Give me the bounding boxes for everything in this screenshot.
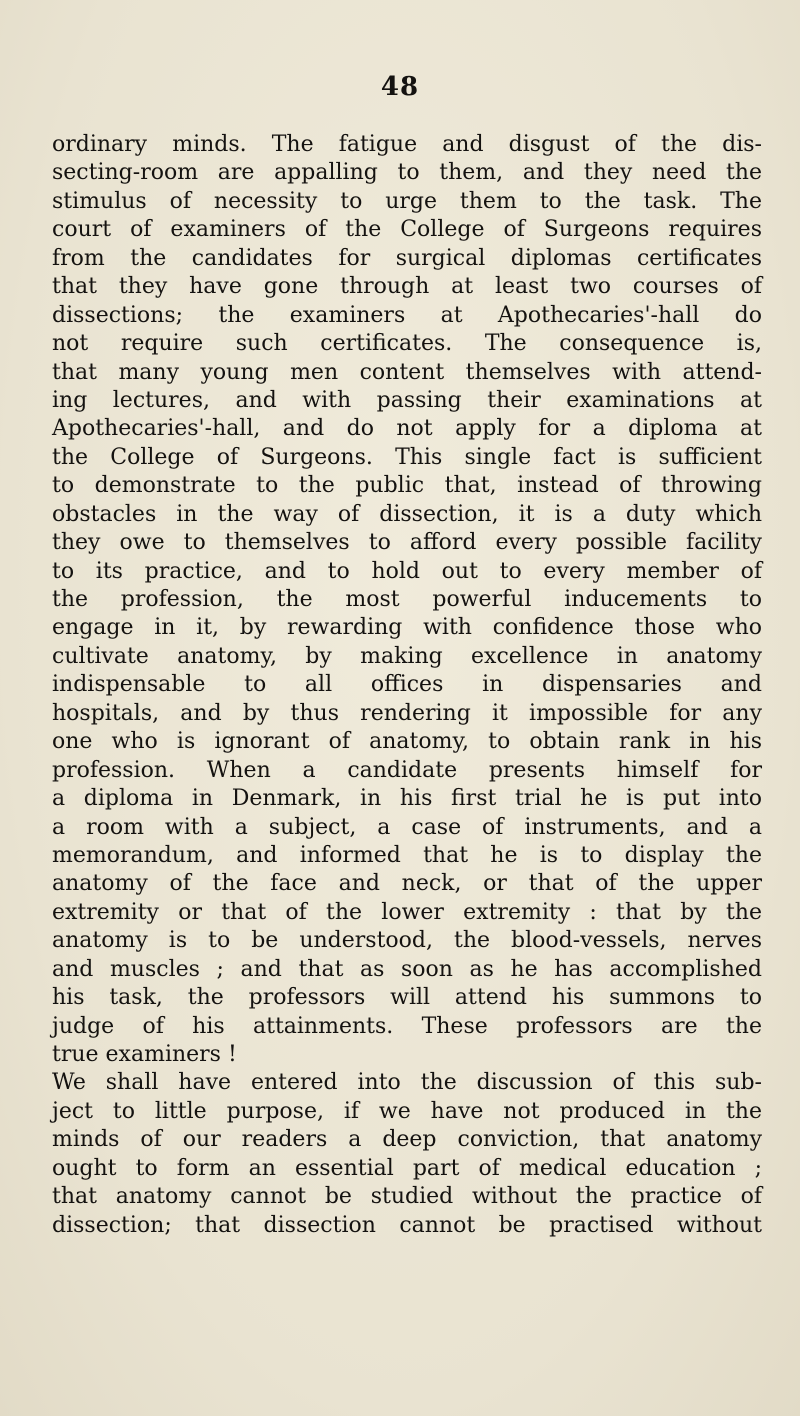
text-line: obstacles in the way of dissection, it is a duty which bbox=[52, 501, 762, 527]
text-line: stimulus of necessity to urge them to the task. The bbox=[52, 188, 762, 214]
text-line: ject to little purpose, if we have not produced in the bbox=[52, 1098, 762, 1124]
text-line: to demonstrate to the public that, instead of throwing bbox=[52, 473, 762, 499]
text-line: extremity or that of the lower extremity : that by the bbox=[52, 899, 762, 925]
text-line: ing lectures, and with passing their examinations at bbox=[52, 387, 762, 413]
text-line: his task, the professors will attend his summons to bbox=[52, 985, 762, 1011]
text-line: secting-room are appalling to them, and they need the bbox=[52, 160, 762, 186]
text-line: true examiners ! bbox=[52, 1042, 237, 1067]
text-line: hospitals, and by thus rendering it impossible for any bbox=[52, 700, 762, 726]
text-line: anatomy is to be understood, the blood-vessels, nerves bbox=[52, 928, 762, 954]
text-line: that anatomy cannot be studied without the practice of bbox=[52, 1184, 762, 1210]
text-line: from the candidates for surgical diplomas certificates bbox=[52, 245, 762, 271]
text-line: the profession, the most powerful inducements to bbox=[52, 587, 762, 612]
text-line: to its practice, and to hold out to every member of bbox=[52, 558, 762, 584]
page-number: 48 bbox=[380, 72, 420, 102]
text-line: and muscles ; and that as soon as he has accomplished bbox=[52, 956, 762, 982]
text-line: dissections; the examiners at Apothecaries'-hall do bbox=[52, 302, 762, 328]
text-line: engage in it, by rewarding with confidence those who bbox=[52, 615, 762, 641]
text-line: judge of his attainments. These professors are the bbox=[52, 1013, 762, 1039]
text-line: the College of Surgeons. This single fact is sufficient bbox=[52, 444, 762, 470]
text-line: ordinary minds. The fatigue and disgust of the dis- bbox=[52, 132, 762, 157]
text-line: dissection; that dissection cannot be practised without bbox=[52, 1212, 762, 1238]
text-line: a room with a subject, a case of instruments, and a bbox=[52, 814, 762, 840]
text-line: that many young men content themselves with attend- bbox=[52, 359, 762, 385]
text-line: cultivate anatomy, by making excellence in anatomy bbox=[52, 643, 762, 669]
text-line: that they have gone through at least two courses of bbox=[52, 274, 762, 300]
text-line: a diploma in Denmark, in his first trial he is put into bbox=[52, 786, 762, 812]
text-line: profession. When a candidate presents himself for bbox=[52, 757, 762, 783]
text-line: Apothecaries'-hall, and do not apply for a diploma at bbox=[52, 416, 762, 442]
text-line: court of examiners of the College of Surgeons requires bbox=[52, 217, 762, 243]
body-text bbox=[52, 131, 762, 1240]
text-line: one who is ignorant of anatomy, to obtain rank in his bbox=[52, 729, 762, 755]
text-line: memorandum, and informed that he is to display the bbox=[52, 842, 762, 868]
text-line: We shall have entered into the discussion of this sub- bbox=[52, 1070, 762, 1096]
text-line: anatomy of the face and neck, or that of the upper bbox=[52, 871, 762, 897]
text-line: minds of our readers a deep conviction, that anatomy bbox=[52, 1127, 762, 1153]
text-line: indispensable to all offices in dispensaries and bbox=[52, 672, 762, 698]
text-line: they owe to themselves to afford every possible facility bbox=[52, 530, 762, 556]
text-line: ought to form an essential part of medical education ; bbox=[52, 1155, 762, 1181]
text-line: not require such certificates. The consequence is, bbox=[52, 331, 762, 357]
